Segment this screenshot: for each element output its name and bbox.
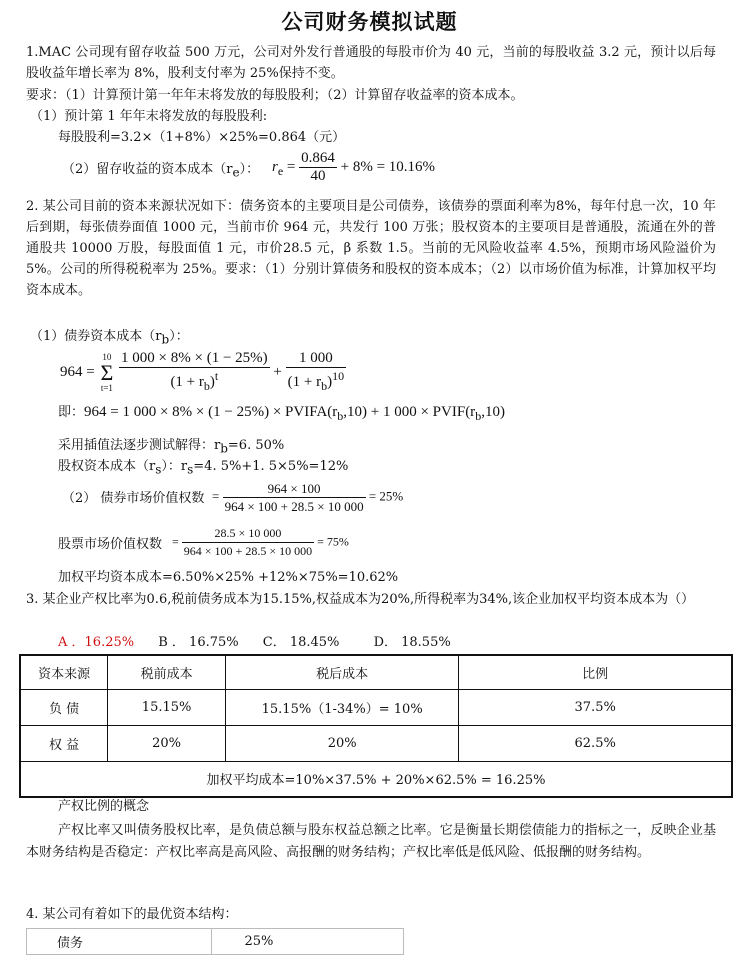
q2-interpolation: 采用插值法逐步测试解得：$r_b=6$. 50% bbox=[58, 438, 285, 456]
concept-body: 产权比率又叫债务股权比率，是负债总额与股东权益总额之比率。它是衡量长期偿债能力的指标之一，反映企业基本财务结构是否稳定：产权比率高是高风险、高报酬的财务结构；产权比率低是低风险、低报酬的财务结构。 bbox=[26, 823, 716, 860]
cell-weighted-average: 加权平均成本=10%×37.5% + 20%×62.5% = 16.25% bbox=[20, 761, 732, 797]
header-aftertax: 税后成本 bbox=[225, 655, 458, 689]
table-row bbox=[27, 929, 404, 955]
table-row bbox=[20, 689, 732, 725]
q4-structure-table bbox=[26, 928, 404, 955]
cell-ratio: 37.5% bbox=[459, 689, 732, 725]
q1-requirement: 要求：（1）计算预计第一年年末将发放的每股股利；（2）计算留存收益率的资本成本。 bbox=[26, 88, 524, 103]
header-source: 资本来源 bbox=[20, 655, 108, 689]
option-a: A ．16.25% bbox=[58, 635, 135, 650]
header-ratio: 比例 bbox=[459, 655, 732, 689]
header-pretax: 税前成本 bbox=[108, 655, 226, 689]
option-b: B ． 16.75% bbox=[158, 635, 239, 650]
cell-value: 25% bbox=[212, 929, 404, 955]
cell-aftertax: 15.15%（1-34%）= 10% bbox=[225, 689, 458, 725]
q3-options bbox=[58, 633, 451, 653]
q1-part1: （1）预计第 1 年年末将发放的每股股利: bbox=[30, 109, 268, 124]
concept-title: 产权比例的概念 bbox=[58, 799, 150, 814]
cell-ratio: 62.5% bbox=[459, 725, 732, 761]
page-title: 公司财务模拟试题 bbox=[281, 10, 458, 34]
cell-pretax: 15.15% bbox=[108, 689, 226, 725]
q2-stem: 2. 某公司目前的资本来源状况如下：债务资本的主要项目是公司债券，该债券的票面利率为8%，每年付息一次，10 年后到期，每张债券面值 1000 元，当前市价 964 元，共发行 100 万张；股权资本的主要项目是普通股，流通在外的普通股共 10000 万股，每股面值 1 元，市价28.5 元，β 系数 1.5。当前的无风险收益率 4.5%，预期市场风险溢价为 5%。公司的所得税税率为 25%。要求：（1）分别计算债务和股权的资本成本；（2）以市场价值为标准，计算加权平均资本成本。 bbox=[26, 199, 716, 298]
cell-aftertax: 20% bbox=[225, 725, 458, 761]
q2-debt-weight-formula: = $\frac{964 \times 100}{964 \times 100 + 28.5 \times 10 000}$ = 25% bbox=[212, 481, 404, 514]
option-d: D． 18.55% bbox=[373, 635, 451, 650]
option-c: C． 18.45% bbox=[262, 635, 340, 650]
q4-stem: 4. 某公司有着如下的最优资本结构： bbox=[26, 907, 238, 922]
q2-equation-2: 即：964 = 1 $000 \times 8\% \times (1 - 25\%) \times PVIFA(r_b,10) + 1$ $000 \times PVIF(r_b,10)$ bbox=[58, 404, 505, 423]
q2-equity-weight-formula: = $\frac{28.5 \times 10 000}{964 \times 100 + 28.5 \times 10 000}$ = 75% bbox=[172, 526, 349, 558]
cell-source: 负 债 bbox=[20, 689, 108, 725]
q2-part1: （1）债券资本成本$(r_b)$： bbox=[30, 329, 189, 347]
cell-pretax: 20% bbox=[108, 725, 226, 761]
cell-source: 权 益 bbox=[20, 725, 108, 761]
table-row bbox=[20, 725, 732, 761]
q2-wacc: 加权平均资本成本=6.50%×25% +12%×75%=10.62% bbox=[58, 570, 399, 585]
q2-debt-weight-label: （2） 债券市场价值权数 bbox=[62, 491, 205, 506]
q2-equity-cost: 股权资本成本$(r_s)$：$r_s=4$. 5%+1. 5×5%=12% bbox=[58, 459, 349, 477]
cell-item: 债务 bbox=[27, 929, 212, 955]
q1-part2-label: （2）留存收益的资本成本$(r_e)$： bbox=[62, 162, 260, 180]
q2-equation-1: 964 = 10 Σ t=1 $\frac{1 000 \times 8\% \times (1 - 25\%)}{(1 + r_b)^t}$ + $\frac{1 000}{(1 + r_b)^{10}}$ bbox=[60, 350, 345, 393]
q3-stem: 3. 某企业产权比率为0.6,税前债务成本为15.15%,权益成本为20%,所得税率为34%,该企业加权平均资本成本为（） bbox=[26, 592, 695, 607]
q1-part1-calc: 每股股利=3.2×（1+8%）×25%=0.864（元） bbox=[58, 130, 346, 145]
q1-formula: $r_e$ = $\frac{0.864}{40}$ + 8% = 10.16% bbox=[272, 150, 436, 184]
table-header-row bbox=[20, 655, 732, 689]
table-footer-row bbox=[20, 761, 732, 797]
q3-cost-table bbox=[19, 654, 733, 798]
q2-equity-weight-label: 股票市场价值权数 bbox=[58, 537, 163, 552]
q1-stem: 1.MAC 公司现有留存收益 500 万元，公司对外发行普通股的每股市价为 40 元，当前的每股收益 3.2 元，预计以后每股收益年增长率为 8%，股利支付率为 25%保持不变。 bbox=[26, 45, 716, 81]
